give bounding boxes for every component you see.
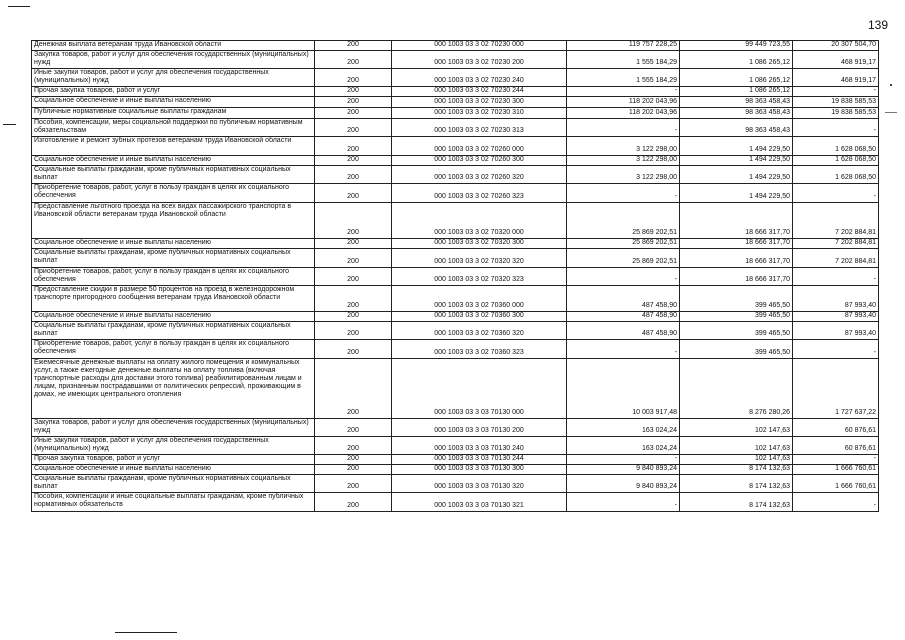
row-unexecuted-amount: 19 838 585,53: [793, 108, 879, 119]
table-row: [32, 137, 879, 156]
row-budget-code: 000 1003 03 3 02 70260 323: [392, 184, 567, 203]
row-budget-code: 000 1003 03 3 02 70260 000: [392, 137, 567, 156]
row-unexecuted-amount: 60 876,61: [793, 419, 879, 437]
row-budget-code: 000 1003 03 3 02 70320 300: [392, 239, 567, 249]
row-admin-code: 200: [315, 108, 392, 119]
row-admin-code: 200: [315, 465, 392, 475]
row-unexecuted-amount: 87 993,40: [793, 322, 879, 340]
row-admin-code: 200: [315, 69, 392, 87]
table-row: [32, 312, 879, 322]
row-approved-amount: 3 122 298,00: [567, 137, 680, 156]
table-row: [32, 268, 879, 286]
row-approved-amount: 10 003 917,48: [567, 359, 680, 419]
row-approved-amount: 25 869 202,51: [567, 203, 680, 239]
row-executed-amount: 18 666 317,70: [680, 239, 793, 249]
row-approved-amount: -: [567, 119, 680, 137]
table-row: [32, 455, 879, 465]
row-budget-code: 000 1003 03 3 02 70230 310: [392, 108, 567, 119]
row-budget-code: 000 1003 03 3 02 70230 200: [392, 51, 567, 69]
row-approved-amount: 9 840 893,24: [567, 465, 680, 475]
row-admin-code: 200: [315, 87, 392, 97]
row-name: Прочая закупка товаров, работ и услуг: [32, 455, 315, 465]
table-row: [32, 286, 879, 312]
row-unexecuted-amount: 1 727 637,22: [793, 359, 879, 419]
right-margin-mark: [885, 112, 897, 113]
row-budget-code: 000 1003 03 3 02 70230 300: [392, 97, 567, 108]
row-admin-code: 200: [315, 455, 392, 465]
row-budget-code: 000 1003 03 3 02 70320 320: [392, 249, 567, 268]
row-executed-amount: 399 465,50: [680, 286, 793, 312]
row-admin-code: 200: [315, 156, 392, 166]
row-budget-code: 000 1003 03 3 03 70130 244: [392, 455, 567, 465]
row-executed-amount: 18 666 317,70: [680, 203, 793, 239]
row-executed-amount: 8 276 280,26: [680, 359, 793, 419]
row-name: Социальные выплаты гражданам, кроме публичных нормативных социальных выплат: [32, 166, 315, 184]
row-name: Приобретение товаров, работ, услуг в пользу граждан в целях их социального обеспечения: [32, 340, 315, 359]
row-budget-code: 000 1003 03 3 03 70130 000: [392, 359, 567, 419]
row-approved-amount: 118 202 043,96: [567, 97, 680, 108]
row-unexecuted-amount: 1 628 068,50: [793, 156, 879, 166]
row-unexecuted-amount: 60 876,61: [793, 437, 879, 455]
row-budget-code: 000 1003 03 3 02 70360 000: [392, 286, 567, 312]
row-name: Социальное обеспечение и иные выплаты населению: [32, 239, 315, 249]
row-name: Прочая закупка товаров, работ и услуг: [32, 87, 315, 97]
page-number: 139: [867, 18, 888, 32]
row-approved-amount: 119 757 228,25: [567, 41, 680, 51]
row-admin-code: 200: [315, 286, 392, 312]
table-row: [32, 475, 879, 493]
row-budget-code: 000 1003 03 3 02 70230 000: [392, 41, 567, 51]
row-approved-amount: 163 024,24: [567, 437, 680, 455]
row-name: Социальные выплаты гражданам, кроме публичных нормативных социальных выплат: [32, 475, 315, 493]
table-row: [32, 249, 879, 268]
table-row: [32, 437, 879, 455]
row-unexecuted-amount: 468 919,17: [793, 51, 879, 69]
row-executed-amount: 102 147,63: [680, 455, 793, 465]
row-executed-amount: 8 174 132,63: [680, 475, 793, 493]
row-name: Денежная выплата ветеранам труда Ивановской области: [32, 41, 315, 51]
row-admin-code: 200: [315, 475, 392, 493]
row-admin-code: 200: [315, 166, 392, 184]
row-approved-amount: 1 555 184,29: [567, 69, 680, 87]
row-budget-code: 000 1003 03 3 03 70130 300: [392, 465, 567, 475]
row-approved-amount: 3 122 298,00: [567, 156, 680, 166]
row-unexecuted-amount: -: [793, 184, 879, 203]
table-row: [32, 493, 879, 512]
row-approved-amount: 1 555 184,29: [567, 51, 680, 69]
row-approved-amount: -: [567, 87, 680, 97]
row-budget-code: 000 1003 03 3 03 70130 320: [392, 475, 567, 493]
budget-table-body: [32, 41, 879, 512]
row-approved-amount: -: [567, 455, 680, 465]
row-budget-code: 000 1003 03 3 02 70230 244: [392, 87, 567, 97]
table-row: [32, 203, 879, 239]
row-unexecuted-amount: -: [793, 340, 879, 359]
row-executed-amount: 1 086 265,12: [680, 69, 793, 87]
row-approved-amount: 25 869 202,51: [567, 239, 680, 249]
row-name: Социальное обеспечение и иные выплаты населению: [32, 97, 315, 108]
row-unexecuted-amount: 7 202 884,81: [793, 239, 879, 249]
table-row: [32, 359, 879, 419]
row-executed-amount: 102 147,63: [680, 419, 793, 437]
row-unexecuted-amount: -: [793, 455, 879, 465]
row-name: Пособия, компенсации, меры социальной поддержки по публичным нормативным обязательствам: [32, 119, 315, 137]
row-approved-amount: 9 840 893,24: [567, 475, 680, 493]
bottom-rule: [115, 632, 177, 633]
row-budget-code: 000 1003 03 3 02 70360 320: [392, 322, 567, 340]
row-budget-code: 000 1003 03 3 02 70360 300: [392, 312, 567, 322]
row-name: Социальные выплаты гражданам, кроме публичных нормативных социальных выплат: [32, 249, 315, 268]
row-executed-amount: 98 363 458,43: [680, 108, 793, 119]
table-row: [32, 184, 879, 203]
row-name: Закупка товаров, работ и услуг для обеспечения государственных (муниципальных) нужд: [32, 51, 315, 69]
row-name: Публичные нормативные социальные выплаты гражданам: [32, 108, 315, 119]
row-unexecuted-amount: 87 993,40: [793, 312, 879, 322]
table-row: [32, 419, 879, 437]
row-name: Приобретение товаров, работ, услуг в пользу граждан в целях их социального обеспечения: [32, 184, 315, 203]
row-name: Изготовление и ремонт зубных протезов ветеранам труда Ивановской области: [32, 137, 315, 156]
row-approved-amount: 163 024,24: [567, 419, 680, 437]
table-row: [32, 108, 879, 119]
row-budget-code: 000 1003 03 3 02 70360 323: [392, 340, 567, 359]
row-name: Иные закупки товаров, работ и услуг для обеспечения государственных (муниципальных) нужд: [32, 69, 315, 87]
row-unexecuted-amount: 7 202 884,81: [793, 203, 879, 239]
row-approved-amount: -: [567, 493, 680, 512]
row-budget-code: 000 1003 03 3 02 70230 313: [392, 119, 567, 137]
table-row: [32, 239, 879, 249]
row-executed-amount: 399 465,50: [680, 322, 793, 340]
row-budget-code: 000 1003 03 3 02 70320 323: [392, 268, 567, 286]
table-row: [32, 166, 879, 184]
row-admin-code: 200: [315, 41, 392, 51]
table-row: [32, 156, 879, 166]
row-name: Социальное обеспечение и иные выплаты населению: [32, 465, 315, 475]
row-admin-code: 200: [315, 184, 392, 203]
row-admin-code: 200: [315, 322, 392, 340]
row-approved-amount: 487 458,90: [567, 322, 680, 340]
row-budget-code: 000 1003 03 3 02 70320 000: [392, 203, 567, 239]
row-approved-amount: -: [567, 268, 680, 286]
row-executed-amount: 1 086 265,12: [680, 51, 793, 69]
row-unexecuted-amount: -: [793, 87, 879, 97]
row-executed-amount: 399 465,50: [680, 312, 793, 322]
table-row: [32, 69, 879, 87]
left-margin-mark: [3, 124, 16, 125]
row-name: Иные закупки товаров, работ и услуг для обеспечения государственных (муниципальных) нужд: [32, 437, 315, 455]
right-margin-dot: [890, 84, 892, 86]
row-name: Предоставление льготного проезда на всех видах пассажирского транспорта в Ивановской области ветеранам труда Ивановской области: [32, 203, 315, 239]
row-admin-code: 200: [315, 312, 392, 322]
row-unexecuted-amount: -: [793, 493, 879, 512]
row-approved-amount: 487 458,90: [567, 312, 680, 322]
row-unexecuted-amount: 19 838 585,53: [793, 97, 879, 108]
row-executed-amount: 1 494 229,50: [680, 184, 793, 203]
row-admin-code: 200: [315, 97, 392, 108]
row-admin-code: 200: [315, 493, 392, 512]
row-admin-code: 200: [315, 239, 392, 249]
row-approved-amount: 118 202 043,96: [567, 108, 680, 119]
table-row: [32, 97, 879, 108]
row-admin-code: 200: [315, 359, 392, 419]
row-approved-amount: 3 122 298,00: [567, 166, 680, 184]
row-budget-code: 000 1003 03 3 03 70130 240: [392, 437, 567, 455]
top-left-rule: [8, 6, 30, 7]
row-name: Приобретение товаров, работ, услуг в пользу граждан в целях их социального обеспечения: [32, 268, 315, 286]
row-admin-code: 200: [315, 203, 392, 239]
row-unexecuted-amount: 1 628 068,50: [793, 137, 879, 156]
row-name: Закупка товаров, работ и услуг для обеспечения государственных (муниципальных) нужд: [32, 419, 315, 437]
row-executed-amount: 1 494 229,50: [680, 166, 793, 184]
row-approved-amount: 25 869 202,51: [567, 249, 680, 268]
row-unexecuted-amount: 468 919,17: [793, 69, 879, 87]
row-name: Социальное обеспечение и иные выплаты населению: [32, 156, 315, 166]
row-admin-code: 200: [315, 119, 392, 137]
row-executed-amount: 399 465,50: [680, 340, 793, 359]
table-row: [32, 340, 879, 359]
row-executed-amount: 8 174 132,63: [680, 465, 793, 475]
row-admin-code: 200: [315, 137, 392, 156]
row-executed-amount: 18 666 317,70: [680, 249, 793, 268]
row-name: Ежемесячные денежные выплаты на оплату жилого помещения и коммунальных услуг, а также ежегодные денежные выплаты на оплату топлива (включая транспортные расходы для доставки этого топлива) реабилитированным лицам и лицам, признанным пострадавшими от политических репрессий, проживающим в домах, не имеющих центрального отопления: [32, 359, 315, 419]
row-budget-code: 000 1003 03 3 03 70130 200: [392, 419, 567, 437]
table-row: [32, 41, 879, 51]
budget-table: [31, 40, 879, 512]
row-budget-code: 000 1003 03 3 02 70230 240: [392, 69, 567, 87]
row-admin-code: 200: [315, 249, 392, 268]
row-unexecuted-amount: -: [793, 119, 879, 137]
row-unexecuted-amount: 1 666 760,61: [793, 465, 879, 475]
row-admin-code: 200: [315, 419, 392, 437]
table-row: [32, 465, 879, 475]
row-executed-amount: 98 363 458,43: [680, 119, 793, 137]
row-executed-amount: 8 174 132,63: [680, 493, 793, 512]
row-admin-code: 200: [315, 268, 392, 286]
table-row: [32, 322, 879, 340]
row-executed-amount: 98 363 458,43: [680, 97, 793, 108]
row-admin-code: 200: [315, 340, 392, 359]
row-budget-code: 000 1003 03 3 03 70130 321: [392, 493, 567, 512]
row-unexecuted-amount: 1 666 760,61: [793, 475, 879, 493]
row-executed-amount: 1 494 229,50: [680, 137, 793, 156]
row-name: Предоставление скидки в размере 50 процентов на проезд в железнодорожном транспорте пригородного сообщения ветеранам труда Ивановской области: [32, 286, 315, 312]
row-name: Социальное обеспечение и иные выплаты населению: [32, 312, 315, 322]
row-executed-amount: 1 086 265,12: [680, 87, 793, 97]
row-name: Пособия, компенсации и иные социальные выплаты гражданам, кроме публичных нормативных обязательств: [32, 493, 315, 512]
row-executed-amount: 102 147,63: [680, 437, 793, 455]
row-unexecuted-amount: 1 628 068,50: [793, 166, 879, 184]
row-name: Социальные выплаты гражданам, кроме публичных нормативных социальных выплат: [32, 322, 315, 340]
row-unexecuted-amount: -: [793, 268, 879, 286]
row-admin-code: 200: [315, 51, 392, 69]
row-approved-amount: 487 458,90: [567, 286, 680, 312]
table-row: [32, 87, 879, 97]
row-executed-amount: 18 666 317,70: [680, 268, 793, 286]
row-unexecuted-amount: 87 993,40: [793, 286, 879, 312]
row-executed-amount: 1 494 229,50: [680, 156, 793, 166]
row-budget-code: 000 1003 03 3 02 70260 320: [392, 166, 567, 184]
row-unexecuted-amount: 7 202 884,81: [793, 249, 879, 268]
table-row: [32, 119, 879, 137]
row-approved-amount: -: [567, 340, 680, 359]
row-unexecuted-amount: 20 307 504,70: [793, 41, 879, 51]
row-executed-amount: 99 449 723,55: [680, 41, 793, 51]
row-budget-code: 000 1003 03 3 02 70260 300: [392, 156, 567, 166]
row-approved-amount: -: [567, 184, 680, 203]
row-admin-code: 200: [315, 437, 392, 455]
table-row: [32, 51, 879, 69]
